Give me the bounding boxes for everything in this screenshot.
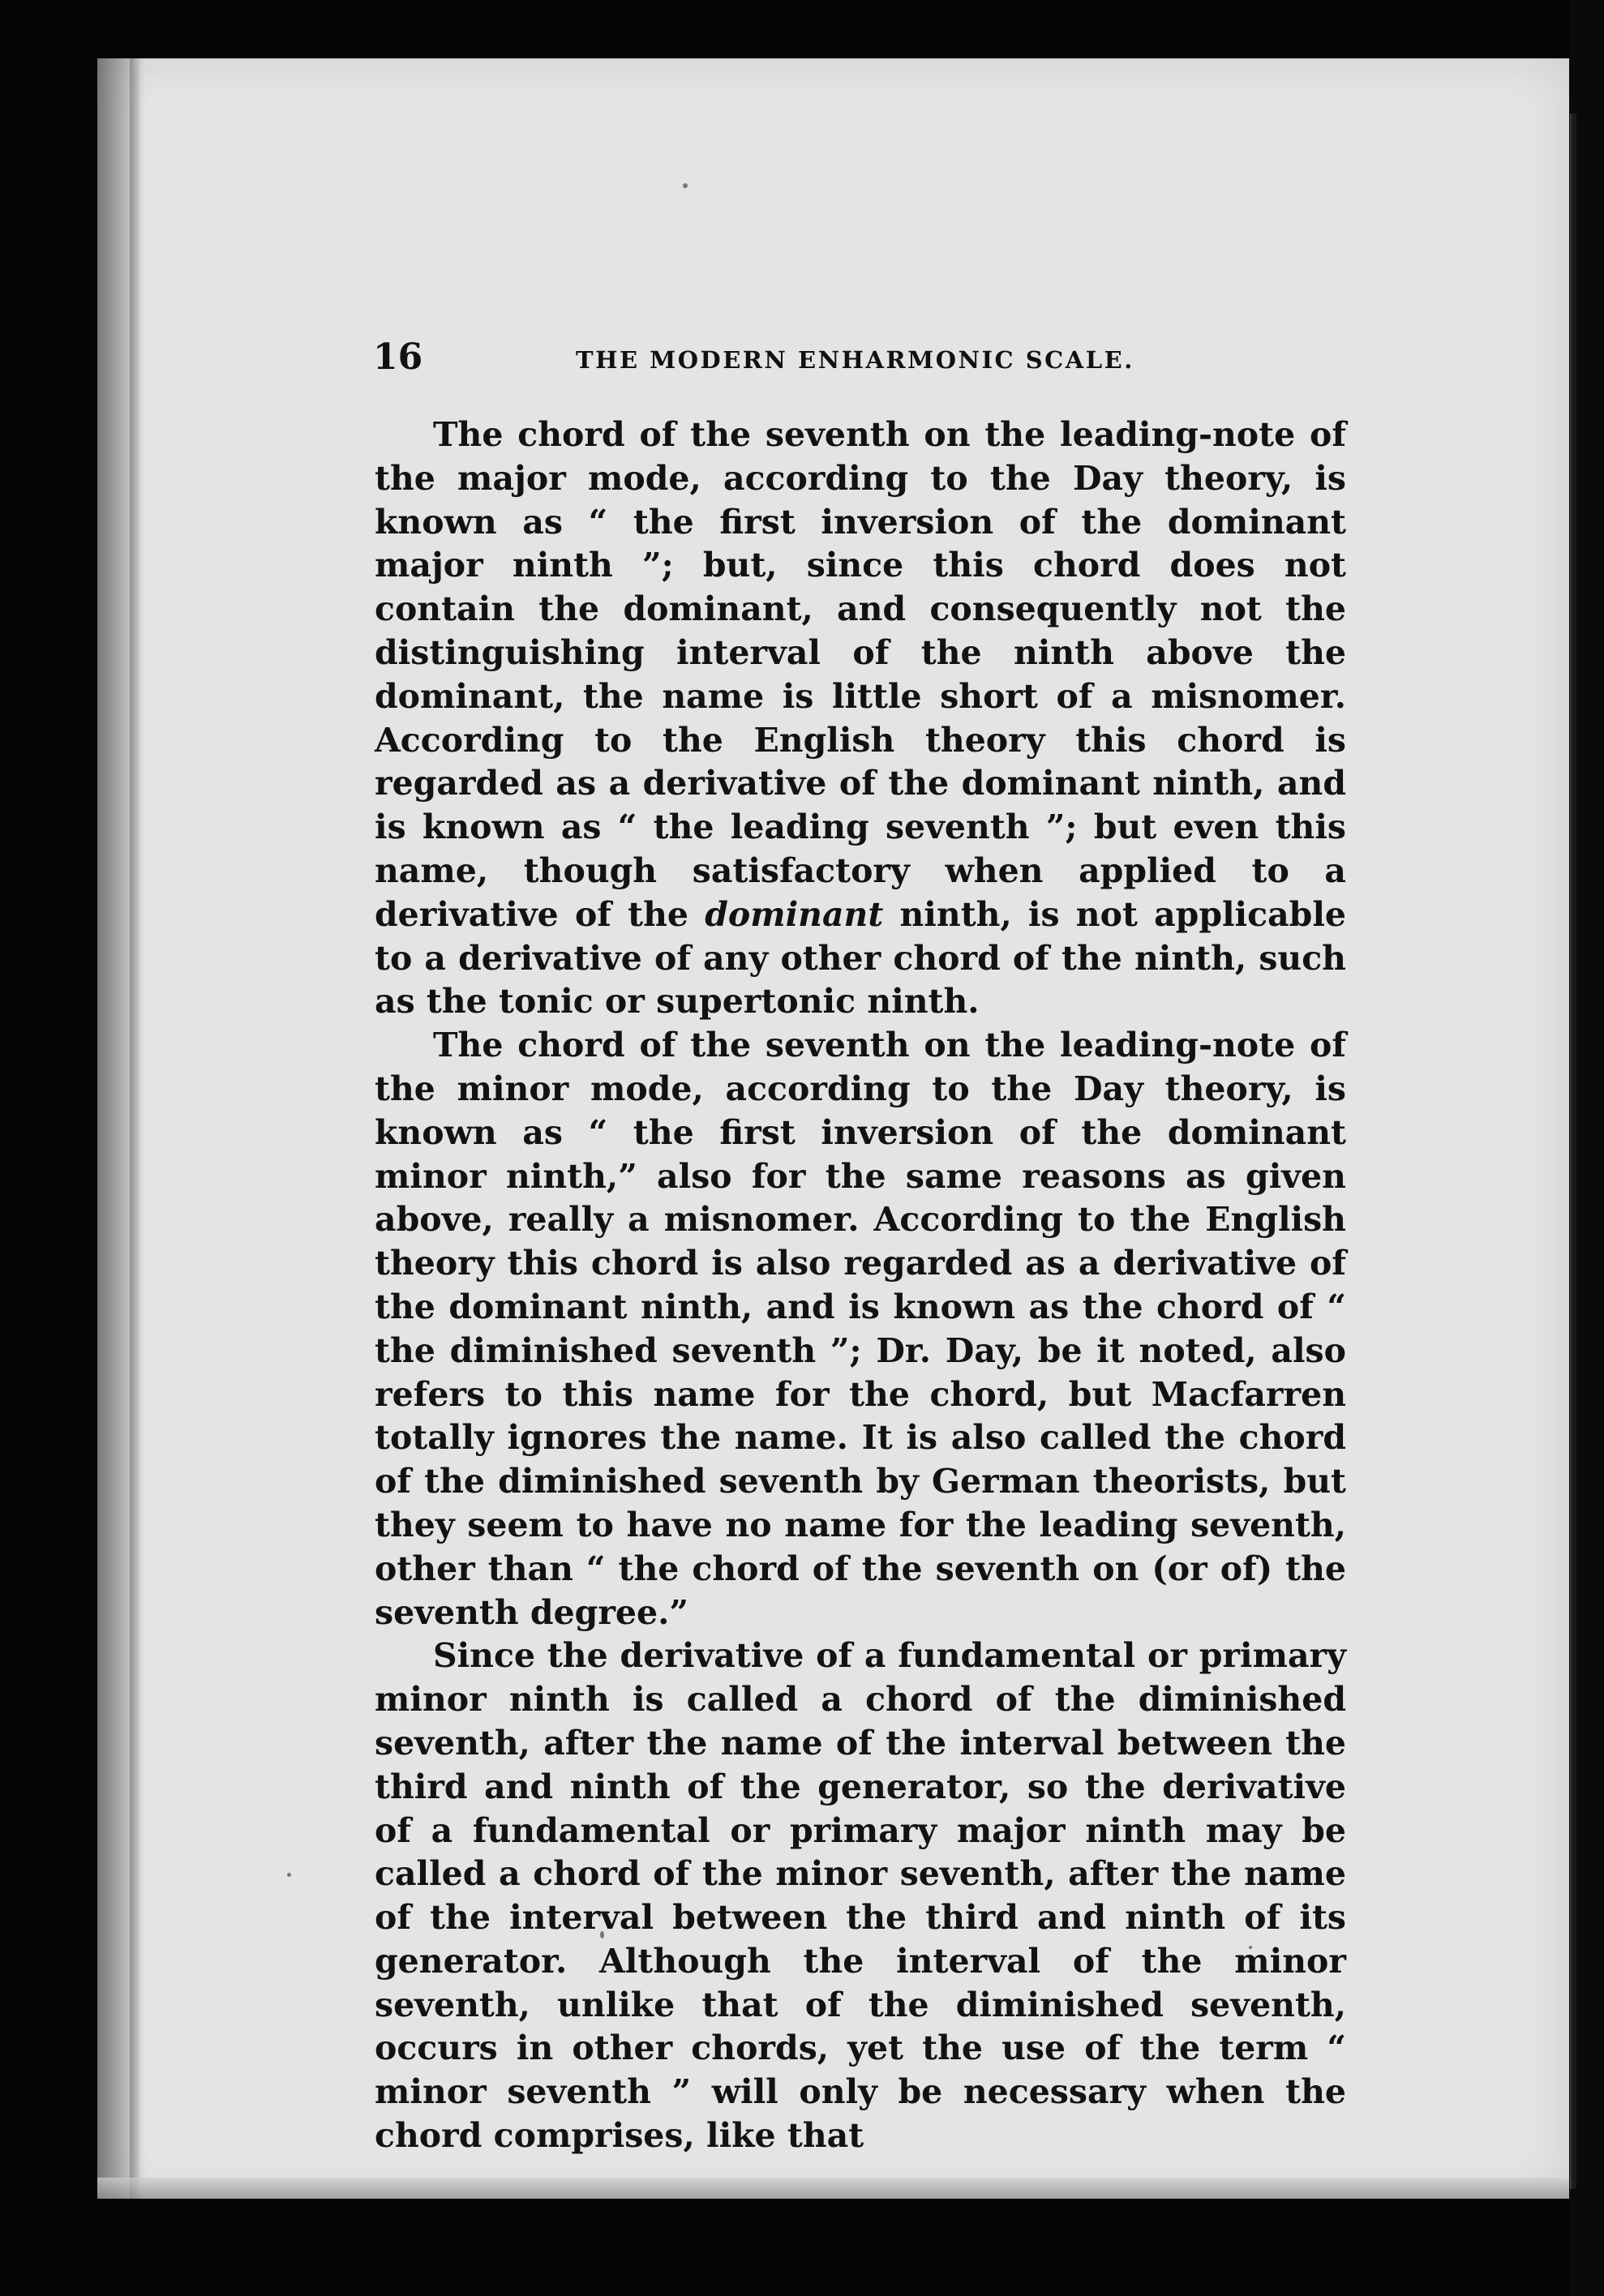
paragraph: Since the derivative of a fundamental or primary minor ninth is called a chord of the diminished seventh, after the name of the interval between the third and ninth of the generator, so the derivative of a fundamental or primary major ninth may be called a chord of the minor seventh, after the name of the interval between the third and ninth of its generator. Although the interval of the minor seventh, unlike that of the diminished seventh, occurs in other chords, yet the use of the term “ minor seventh ” will only be necessary when the chord comprises, like that [375, 1636, 1346, 2156]
paragraph-text: The chord of the seventh on the leading-note of the major mode, according to the Day theory, is known as “ the first inversion of the dominant major ninth ”; but, since this chord does not contain the dominant, and consequently not the distinguishing interval of the ninth above the dominant, the name is little short of a misnomer. According to the English theory this chord is regarded as a derivative of the dominant ninth, and is known as “ the leading seventh ”; but even this name, though satisfactory when applied to a derivative of the [375, 415, 1346, 934]
body-text [375, 413, 1346, 2158]
dust-speck [287, 1873, 291, 1877]
dust-speck [683, 183, 688, 188]
page-left-edge [130, 58, 139, 2199]
paragraph-text: ninth, is not applicable to a derivative of any other chord of the ninth, such as the tonic or supertonic ninth. [375, 894, 1346, 1022]
page-header [373, 336, 1427, 385]
paragraph: The chord of the seventh on the leading-note of the minor mode, according to the Day theory, is known as “ the first inversion of the dominant minor ninth,” also for the same reasons as given above, really a misnomer. According to the English theory this chord is also regarded as a derivative of the dominant ninth, and is known as the chord of “ the diminished seventh ”; Dr. Day, be it noted, also refers to this name for the chord, but Macfarren totally ignores the name. It is also called the chord of the diminished seventh by German theorists, but they seem to have no name for the leading seventh, other than “ the chord of the seventh on (or of) the seventh degree.” [375, 1026, 1346, 1632]
next-page-edge [1570, 114, 1576, 2189]
paragraph [375, 413, 1346, 1024]
emphasis-text: dominant [705, 894, 884, 934]
page-number: 16 [373, 336, 423, 378]
running-title: THE MODERN ENHARMONIC SCALE. [576, 346, 1134, 374]
page-bottom-edge [97, 2178, 1569, 2199]
